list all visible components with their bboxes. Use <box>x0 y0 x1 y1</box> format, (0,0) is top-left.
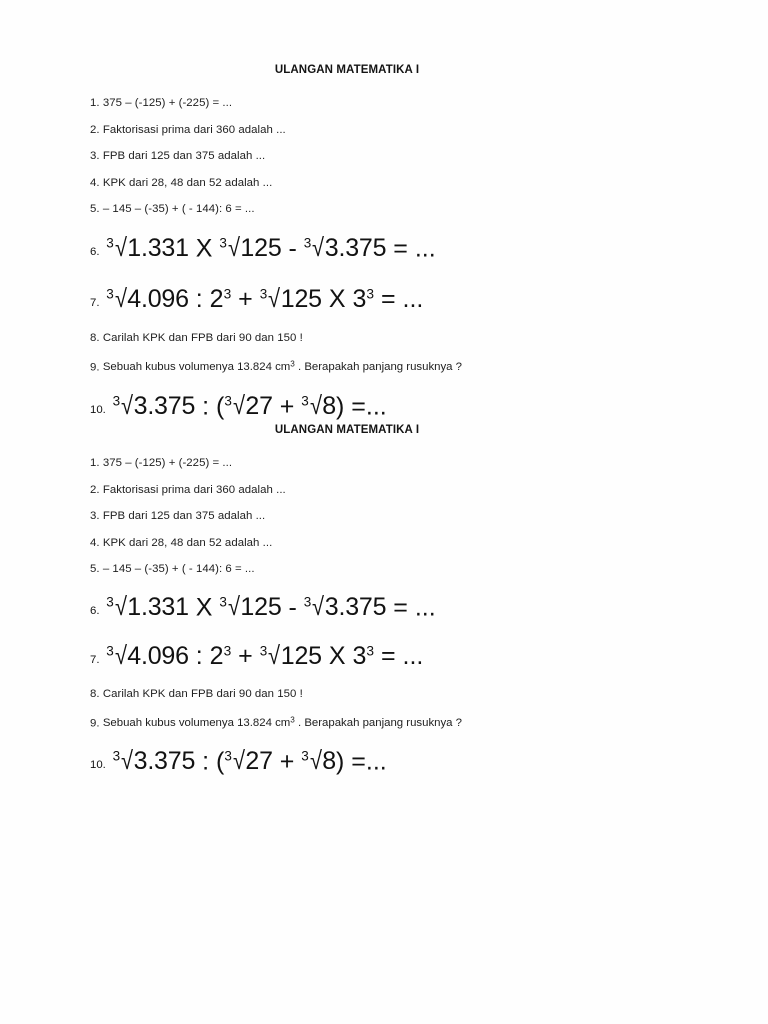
radicand: 3.375 <box>324 233 387 262</box>
question-number: 8. <box>90 332 100 345</box>
question-text <box>106 642 423 670</box>
question-item <box>90 583 768 632</box>
question-number: 5. <box>90 563 100 575</box>
question-text: – 145 – (-35) + ( - 144): 6 = ... <box>102 563 255 575</box>
question-text: 375 – (-125) + (-225) = ... <box>102 457 233 469</box>
text-run: + <box>231 642 260 671</box>
exponent: 3 <box>290 359 295 369</box>
question-text: Carilah KPK dan FPB dari 90 dan 150 ! <box>102 332 303 345</box>
radical-index: 3 <box>301 748 309 764</box>
radicand: 125 <box>280 285 322 314</box>
radical-sign-icon: √ <box>268 642 280 671</box>
question-text <box>103 361 462 373</box>
question-item <box>90 477 768 504</box>
question-text: Faktorisasi prima dari 360 adalah ... <box>102 483 286 496</box>
text-run: = ... <box>386 592 436 621</box>
question-text: Faktorisasi prima dari 360 adalah ... <box>102 123 286 136</box>
radical-index: 3 <box>303 594 312 610</box>
cube-root-expression <box>304 593 387 621</box>
question-item <box>90 503 768 530</box>
question-item <box>90 117 768 144</box>
radical-sign-icon: √ <box>268 285 280 314</box>
question-item <box>90 223 768 274</box>
question-number: 10. <box>90 759 106 772</box>
question-text <box>113 747 387 775</box>
question-number: 1. <box>90 457 100 469</box>
cube-root-expression <box>224 747 272 775</box>
radical-index: 3 <box>106 644 114 660</box>
radical-sign-icon: √ <box>227 592 240 621</box>
cube-root-expression <box>106 285 189 313</box>
cube-root-expression <box>113 747 196 775</box>
text-run: = ... <box>374 285 424 314</box>
radical-sign-icon: √ <box>227 233 240 262</box>
question-item <box>90 143 768 170</box>
text-run: Sebuah kubus volumenya 13.824 cm <box>102 361 291 374</box>
text-run: X <box>188 592 220 621</box>
text-run: X <box>188 233 220 262</box>
question-item <box>90 632 768 682</box>
text-run: . Berapakah panjang rusuknya ? <box>294 717 463 730</box>
radical-sign-icon: √ <box>309 392 322 421</box>
exponent: 3 <box>223 643 232 659</box>
question-text: 375 – (-125) + (-225) = ... <box>102 97 233 109</box>
exponent: 3 <box>290 715 295 725</box>
text-run: ) =... <box>336 392 387 421</box>
cube-root-expression <box>301 747 336 775</box>
radical-sign-icon: √ <box>114 233 127 262</box>
radical-sign-icon: √ <box>312 233 324 262</box>
radicand: 1.331 <box>127 592 189 621</box>
cube-root-expression <box>106 593 189 621</box>
question-number: 9. <box>90 361 100 374</box>
question-text <box>113 392 387 420</box>
text-run: + <box>272 747 302 776</box>
radicand: 125 <box>280 642 322 671</box>
text-run: - <box>281 592 304 621</box>
question-item <box>90 681 768 708</box>
radicand: 3.375 <box>324 592 387 621</box>
radical-index: 3 <box>112 748 121 764</box>
cube-root-expression <box>106 234 189 262</box>
question-number: 1. <box>90 97 100 109</box>
radicand: 125 <box>240 592 282 621</box>
radical-sign-icon: √ <box>232 392 245 421</box>
text-run: X 3 <box>321 285 367 314</box>
question-text: KPK dari 28, 48 dan 52 adalah ... <box>102 536 273 549</box>
radicand: 27 <box>245 392 273 421</box>
question-item <box>90 708 768 737</box>
question-number: 8. <box>90 688 100 701</box>
text-run: + <box>231 285 260 314</box>
text-run: : ( <box>195 747 225 776</box>
radical-index: 3 <box>106 594 114 610</box>
radicand: 125 <box>240 233 282 262</box>
text-run: X 3 <box>321 642 367 671</box>
question-number: 9. <box>90 717 100 730</box>
cube-root-expression <box>301 392 336 420</box>
radical-index: 3 <box>106 235 114 251</box>
page-title: ULANGAN MATEMATIKA I <box>274 64 420 76</box>
question-text: – 145 – (-35) + ( - 144): 6 = ... <box>102 203 255 215</box>
question-item <box>90 170 768 197</box>
question-text: FPB dari 125 dan 375 adalah ... <box>102 150 266 162</box>
question-text: Carilah KPK dan FPB dari 90 dan 150 ! <box>102 688 303 701</box>
radical-index: 3 <box>259 644 268 660</box>
worksheet-section-2 <box>0 424 768 786</box>
radical-sign-icon: √ <box>121 747 133 776</box>
radicand: 4.096 <box>127 285 189 314</box>
exponent: 3 <box>223 286 232 302</box>
question-number: 2. <box>90 483 100 496</box>
question-text: FPB dari 125 dan 375 adalah ... <box>102 510 266 522</box>
text-run: = ... <box>374 642 424 671</box>
question-item <box>90 90 768 117</box>
question-number: 7. <box>90 654 100 667</box>
question-list-2 <box>0 450 768 786</box>
question-number: 3. <box>90 150 100 162</box>
question-number: 4. <box>90 536 100 549</box>
cube-root-expression <box>260 285 322 313</box>
question-number: 4. <box>90 176 100 189</box>
cube-root-expression <box>113 392 196 420</box>
question-text: KPK dari 28, 48 dan 52 adalah ... <box>102 176 273 189</box>
question-number: 2. <box>90 123 100 136</box>
radical-index: 3 <box>301 393 309 409</box>
question-text <box>106 285 423 313</box>
page-title: ULANGAN MATEMATIKA I <box>274 424 420 436</box>
question-number: 10. <box>90 404 106 417</box>
radical-index: 3 <box>224 748 232 764</box>
radicand: 3.375 <box>133 392 196 421</box>
exponent: 3 <box>366 286 375 302</box>
radical-sign-icon: √ <box>114 592 127 621</box>
radical-sign-icon: √ <box>121 392 133 421</box>
radical-index: 3 <box>112 393 121 409</box>
radical-index: 3 <box>219 594 227 610</box>
radical-sign-icon: √ <box>232 747 245 776</box>
radicand: 3.375 <box>133 747 196 776</box>
question-number: 5. <box>90 203 100 215</box>
radical-sign-icon: √ <box>309 747 322 776</box>
question-item <box>90 556 768 583</box>
radical-index: 3 <box>106 287 114 303</box>
radical-index: 3 <box>303 235 312 251</box>
question-item <box>90 196 768 223</box>
question-item <box>90 325 768 352</box>
question-list-1 <box>0 90 768 432</box>
radical-index: 3 <box>219 235 227 251</box>
question-number: 3. <box>90 510 100 522</box>
text-run: + <box>272 392 302 421</box>
radicand: 4.096 <box>127 642 189 671</box>
radical-index: 3 <box>259 287 268 303</box>
text-run: - <box>281 233 304 262</box>
question-text <box>106 234 435 262</box>
text-run: : 2 <box>188 285 224 314</box>
text-run: ) =... <box>336 747 387 776</box>
radicand: 8 <box>322 747 337 776</box>
cube-root-expression <box>304 234 387 262</box>
question-number: 6. <box>90 245 100 258</box>
cube-root-expression <box>219 593 281 621</box>
radicand: 8 <box>322 392 337 421</box>
radicand: 1.331 <box>127 233 189 262</box>
cube-root-expression <box>224 392 272 420</box>
cube-root-expression <box>106 642 189 670</box>
question-text <box>103 717 462 729</box>
text-run: : ( <box>195 392 225 421</box>
radical-sign-icon: √ <box>114 285 127 314</box>
cube-root-expression <box>219 234 281 262</box>
question-item <box>90 450 768 477</box>
text-run: Sebuah kubus volumenya 13.824 cm <box>102 717 291 730</box>
radical-sign-icon: √ <box>312 592 324 621</box>
radicand: 27 <box>245 747 273 776</box>
question-item <box>90 274 768 326</box>
text-run: . Berapakah panjang rusuknya ? <box>294 361 463 374</box>
cube-root-expression <box>260 642 322 670</box>
question-item <box>90 737 768 786</box>
question-number: 6. <box>90 604 100 617</box>
exponent: 3 <box>366 643 375 659</box>
question-text <box>106 593 435 621</box>
question-item <box>90 530 768 557</box>
radical-index: 3 <box>224 393 232 409</box>
text-run: = ... <box>386 233 436 262</box>
question-item <box>90 352 768 381</box>
text-run: : 2 <box>188 642 224 671</box>
question-number: 7. <box>90 297 100 310</box>
worksheet-section-1 <box>0 64 768 432</box>
radical-sign-icon: √ <box>114 642 127 671</box>
